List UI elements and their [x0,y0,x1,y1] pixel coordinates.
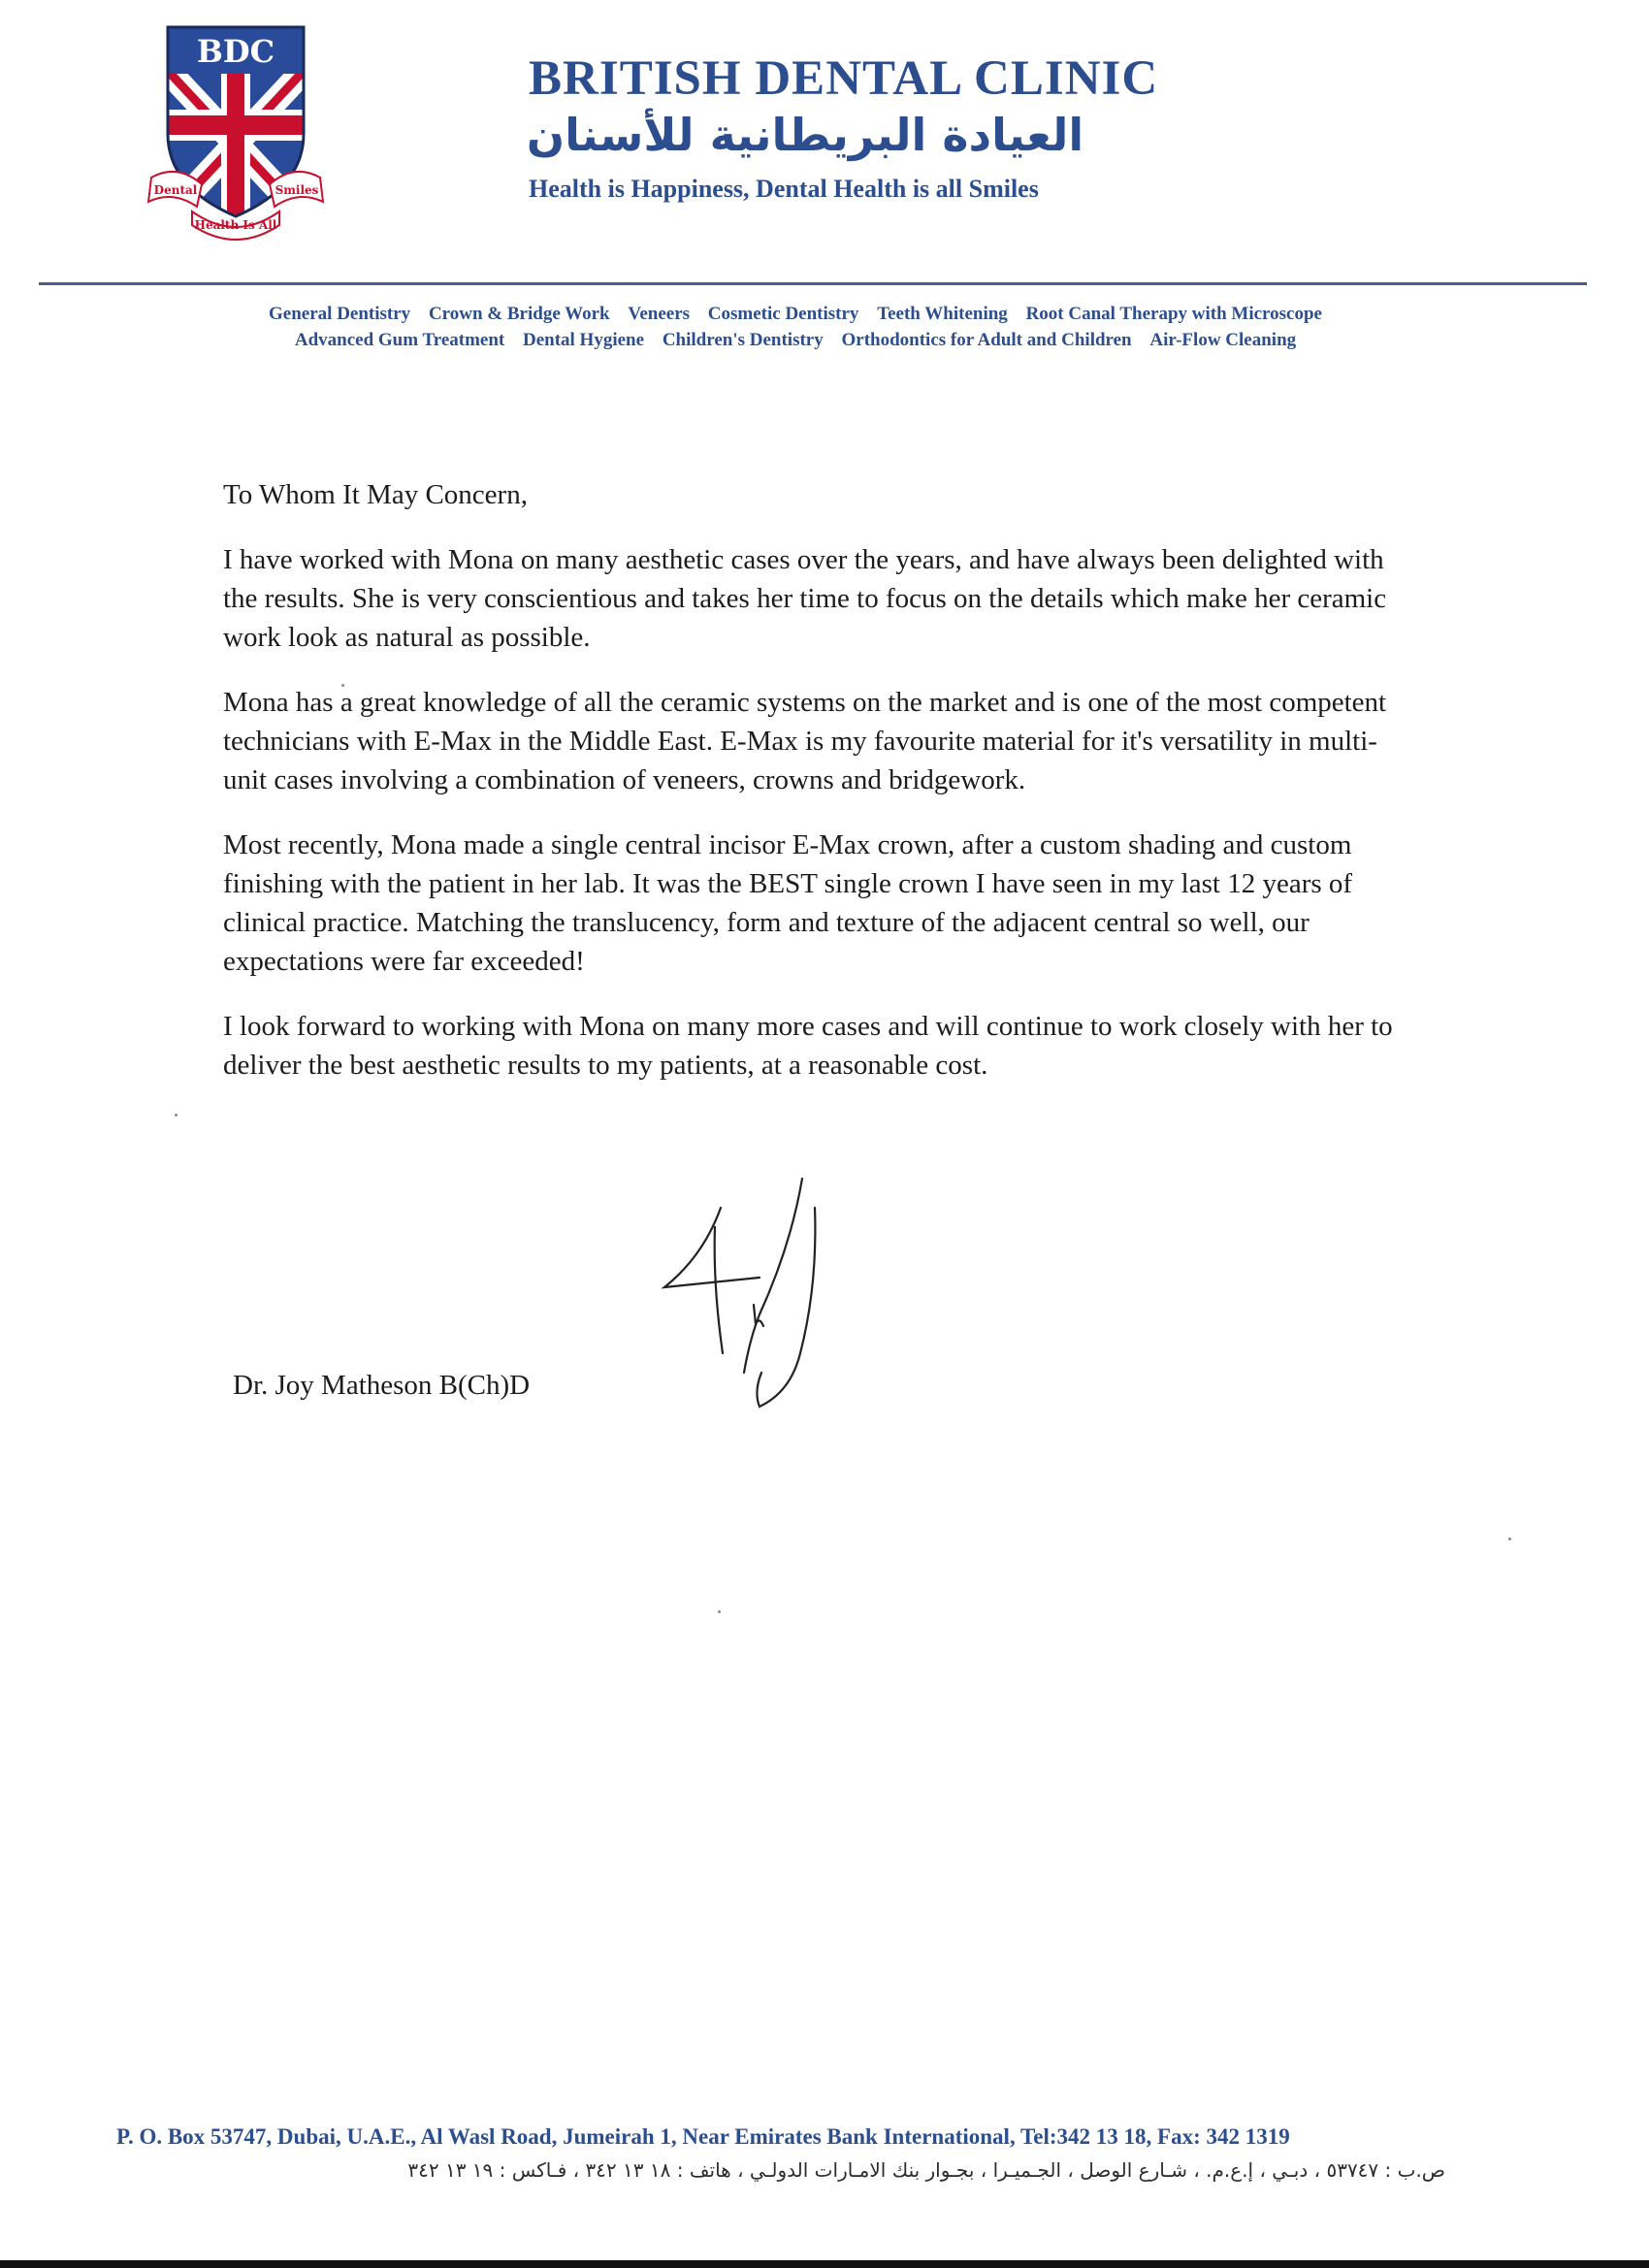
letter-paragraph: Most recently, Mona made a single central incisor E-Max crown, after a custom shading and custom finishing with the patient in her lab. It was the BEST single crown I have seen in my last 12 years of clinical practice. Matching the translucency, form and texture of the adjacent central so well, our expectations were far exceeded! [223,829,1353,977]
logo-ribbon-right: Smiles [275,183,319,197]
service-item: Children's Dentistry [662,330,824,350]
footer-address-arabic: ص.ب : ٥٣٧٤٧ ، دبـي ، إ.ع.م. ، شـارع الوصل ، الجـميـرا ، بجـوار بنك الامـارات الدولـي ، هاتف : ١٨ ١٣ ٣٤٢ ، فـاكس : ١٩ ١٣ ٣٤٢ [407,2158,1445,2182]
scan-speck [175,1114,178,1117]
service-item: Dental Hygiene [522,330,645,350]
service-item: Root Canal Therapy with Microscope [1025,304,1322,324]
service-item: Veneers [628,304,691,324]
service-item: Air-Flow Cleaning [1149,330,1297,350]
header-divider [39,282,1587,285]
handwritten-signature [645,1169,858,1411]
service-item: Cosmetic Dentistry [707,304,859,324]
scan-speck [1508,1538,1511,1540]
letter-paragraph: I have worked with Mona on many aesthetic cases over the years, and have always been delighted with the results. She is very conscientious and takes her time to focus on the details which make her ceramic work look as natural as possible. [223,544,1387,653]
clinic-tagline: Health is Happiness, Dental Health is all Smiles [529,175,1039,203]
services-line-2 [146,327,1445,353]
letter-salutation: To Whom It May Concern, [223,479,528,510]
clinic-name-arabic: العيادة البريطانية للأسنان [526,109,1084,161]
clinic-name: BRITISH DENTAL CLINIC [529,51,1159,106]
logo-ribbon-left: Dental [153,183,198,197]
services-list [146,301,1445,353]
signer-name: Dr. Joy Matheson B(Ch)D [233,1370,531,1401]
scan-edge [0,2260,1649,2268]
service-item: General Dentistry [269,304,411,324]
clinic-logo [144,17,328,241]
service-item: Teeth Whitening [877,304,1008,324]
letter-paragraph: Mona has a great knowledge of all the ceramic systems on the market and is one of the most competent technicians with E-Max in the Middle East. E-Max is my favourite material for it's versatility in multi-unit cases involving a combination of veneers, crowns and bridgework. [223,687,1387,795]
signature-icon [645,1169,858,1411]
scan-speck [341,684,344,687]
scan-speck [718,1610,721,1613]
service-item: Advanced Gum Treatment [294,330,505,350]
letter-paragraph: I look forward to working with Mona on many more cases and will continue to work closely with her to deliver the best aesthetic results to my patients, at a reasonable cost. [223,1011,1393,1081]
letter-body [223,475,1416,1111]
service-item: Crown & Bridge Work [428,304,610,324]
footer-address: P. O. Box 53747, Dubai, U.A.E., Al Wasl Road, Jumeirah 1, Near Emirates Bank International, Tel:342 13 18, Fax: 342 1319 [116,2124,1290,2149]
logo-initials: BDC [196,33,275,70]
service-item: Orthodontics for Adult and Children [841,330,1132,350]
services-line-1 [146,301,1445,327]
crest-icon [144,17,328,241]
logo-motto: Health Is All [194,218,277,232]
